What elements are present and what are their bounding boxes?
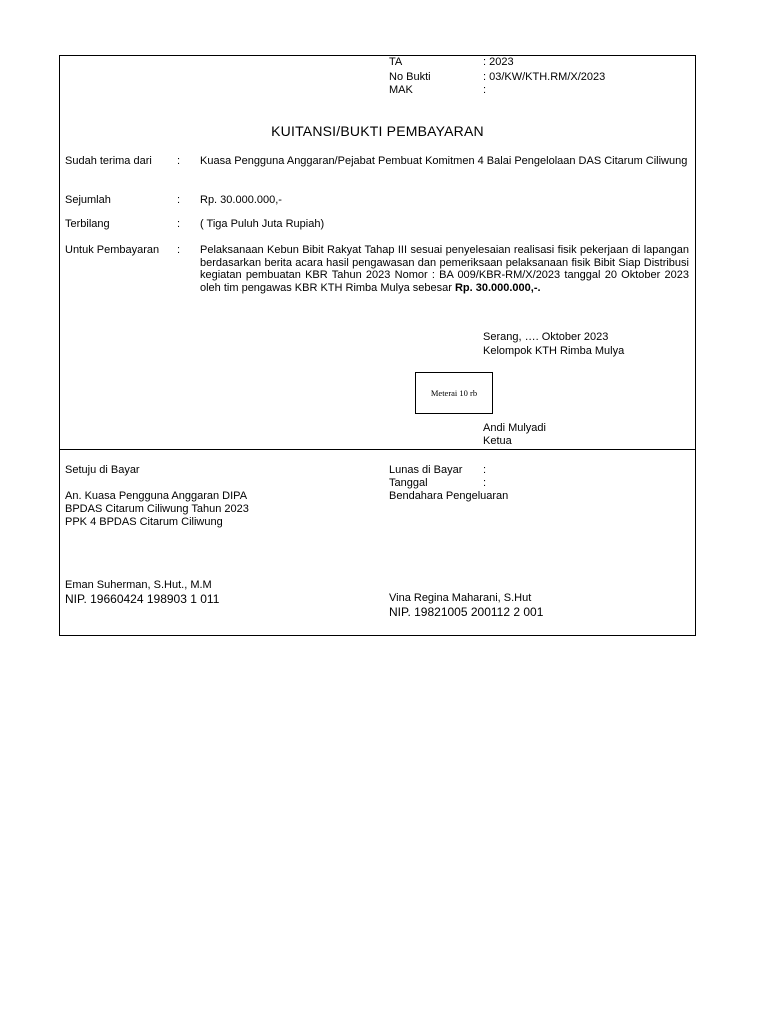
untuk-label: Untuk Pembayaran <box>65 244 160 256</box>
ppk-name: Eman Suherman, S.Hut., M.M <box>65 579 212 591</box>
terbilang-label: Terbilang <box>65 218 110 230</box>
signer-role: Ketua <box>483 435 512 447</box>
sejumlah-value: Rp. 30.000.000,- <box>200 194 282 206</box>
tanggal-label: Tanggal <box>389 477 428 489</box>
ppk-line3: PPK 4 BPDAS Citarum Ciliwung <box>65 516 223 528</box>
stamp-box <box>415 372 493 414</box>
terbilang-value: ( Tiga Puluh Juta Rupiah) <box>200 218 325 230</box>
lunas-label: Lunas di Bayar <box>389 464 463 476</box>
sejumlah-label: Sejumlah <box>65 194 111 206</box>
bendahara-name: Vina Regina Maharani, S.Hut <box>389 592 532 604</box>
ppk-line1-text: An. Kuasa Pengguna Anggaran DIPA <box>65 490 248 502</box>
lunas-colon: : <box>483 464 487 476</box>
mak-value: : <box>483 84 487 96</box>
mak-label: MAK <box>389 84 413 96</box>
ppk-nip: NIP. 19660424 198903 1 011 <box>65 592 220 606</box>
untuk-value: Pelaksanaan Kebun Bibit Rakyat Tahap III sesuai penyelesaian realisasi fisik pekerjaan di lapangan berdasarkan berita acara hasil pengawasan dan pemeriksaan pelaksanaan fisik Bibit Siap Distribusi kegiatan pembuatan KBR Tahun 2023 Nomor : BA 009/KBR-RM/X/2023 tanggal 20 Oktober 2023 oleh tim pengawas KBR KTH Rimba Mulya sebesar <box>200 244 689 294</box>
terima-colon: : <box>177 155 181 167</box>
ppk-line1 <box>65 490 285 503</box>
nobukti-value: : 03/KW/KTH.RM/X/2023 <box>483 71 606 83</box>
terima-value: Kuasa Pengguna Anggaran/Pejabat Pembuat Komitmen 4 Balai Pengelolaan DAS Citarum Ciliwung <box>200 155 688 167</box>
bendahara-role: Bendahara Pengeluaran <box>389 490 509 502</box>
setuju-label: Setuju di Bayar <box>65 464 140 476</box>
place-date: Serang, …. Oktober 2023 <box>483 331 609 343</box>
bendahara-nip: NIP. 19821005 200112 2 001 <box>389 605 544 619</box>
terima-label: Sudah terima dari <box>65 155 152 167</box>
untuk-amount: Rp. 30.000.000,-. <box>454 281 541 294</box>
ta-label: TA <box>389 56 403 68</box>
stamp-text: Meterai 10 rb <box>430 388 478 398</box>
signer-name: Andi Mulyadi <box>483 422 546 434</box>
ta-value: : 2023 <box>483 56 514 68</box>
untuk-colon: : <box>177 244 181 256</box>
sejumlah-colon: : <box>177 194 181 206</box>
group-name: Kelompok KTH Rimba Mulya <box>483 345 625 357</box>
untuk-paragraph <box>200 244 689 294</box>
nobukti-label: No Bukti <box>389 71 431 83</box>
ppk-line2: BPDAS Citarum Ciliwung Tahun 2023 <box>65 503 249 515</box>
tanggal-colon: : <box>483 477 487 489</box>
section-divider <box>59 449 696 450</box>
terbilang-colon: : <box>177 218 181 230</box>
document-title: KUITANSI/BUKTI PEMBAYARAN <box>271 123 484 139</box>
